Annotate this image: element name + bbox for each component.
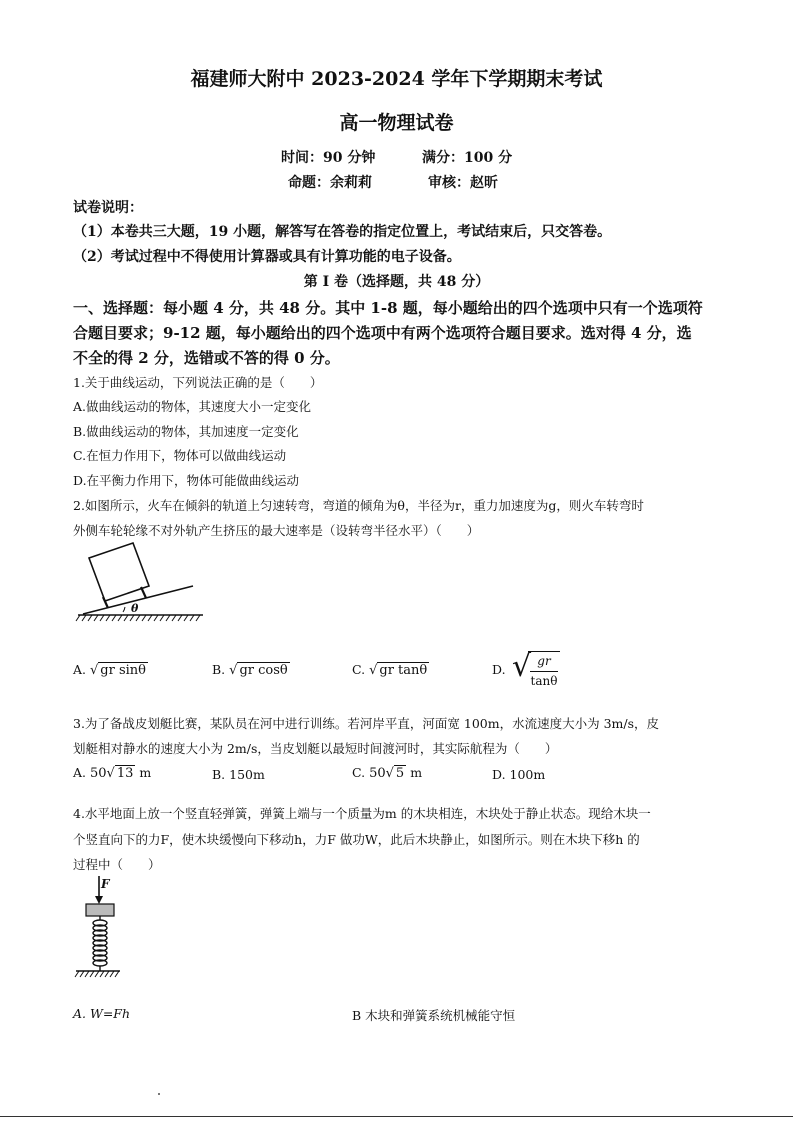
q2-stem-line-2: 外侧车轮轮缘不对外轨产生挤压的最大速率是（设转弯半径水平）（ ） <box>73 523 480 538</box>
force-arrow-head <box>95 896 103 904</box>
q4-stem-line-2: 个竖直向下的力F，使木块缓慢向下移动h，力F 做功W，此后木块静止，如图所示。则在木块下移h 的 <box>73 832 640 847</box>
q2-option-a: A. √ gr sinθ <box>73 662 146 678</box>
q2-option-d-label: D. <box>492 662 506 677</box>
q2-option-d-expr: √ gr tanθ <box>512 648 562 692</box>
spring-coil <box>93 916 107 971</box>
q1-option-b: B.做曲线运动的物体，其加速度一定变化 <box>73 424 299 439</box>
wood-block <box>86 904 114 916</box>
angle-arc <box>123 607 125 612</box>
instruction-item-2: （2）考试过程中不得使用计算器或具有计算功能的电子设备。 <box>73 249 461 265</box>
q2-option-b-expr: gr cosθ <box>239 663 288 678</box>
stray-dot <box>158 1093 160 1095</box>
q2-option-d-denominator: tanθ <box>530 674 558 688</box>
q3-option-b: B. 150m <box>212 767 265 782</box>
q3-stem-line-1: 3.为了备战皮划艇比赛，某队员在河中进行训练。若河岸平直，河面宽 100m，水流速度大小为 3m/s，皮 <box>73 716 660 731</box>
q1-option-a: A.做曲线运动的物体，其速度大小一定变化 <box>73 399 312 414</box>
train-body <box>89 543 149 601</box>
section-1-line-2: 合题目要求；9-12 题，每小题给出的四个选项中有两个选项符合题目要求。选对得 4 分，选 <box>73 324 692 342</box>
ground-hatch <box>76 615 200 621</box>
q3-stem-line-2: 划艇相对静水的速度大小为 2m/s，当皮划艇以最短时间渡河时，其实际航程为（ ） <box>73 741 558 756</box>
exam-reviewer: 审核：赵昕 <box>428 175 498 191</box>
q1-option-c: C.在恒力作用下，物体可以做曲线运动 <box>73 448 287 463</box>
exam-score: 满分：100 分 <box>422 150 513 166</box>
instruction-item-1: （1）本卷共三大题，19 小题，解答写在答卷的指定位置上，考试结束后，只交答卷。 <box>73 224 612 240</box>
q3-option-c: C. 50√ 5 m <box>352 765 423 781</box>
q1-stem: 1.关于曲线运动，下列说法正确的是（ ） <box>73 375 323 390</box>
floor-hatch <box>75 971 119 977</box>
q2-option-c: C. √ gr tanθ <box>352 662 428 678</box>
q4-option-a: A. W=Fh <box>73 1006 131 1021</box>
theta-label: θ <box>131 602 139 615</box>
part-1-heading: 第 I 卷（选择题，共 48 分） <box>303 274 490 290</box>
exam-title: 福建师大附中 2023-2024 学年下学期期末考试 <box>190 68 603 90</box>
exam-time: 时间：90 分钟 <box>281 150 376 166</box>
q1-option-d: D.在平衡力作用下，物体可能做曲线运动 <box>73 473 300 488</box>
q2-stem-line-1: 2.如图所示，火车在倾斜的轨道上匀速转弯，弯道的倾角为θ，半径为r，重力加速度为g，则火车转弯时 <box>73 498 644 513</box>
force-label: F <box>101 877 110 891</box>
q4-stem-line-3: 过程中（ ） <box>73 857 161 872</box>
q4-stem-line-1: 4.水平地面上放一个竖直轻弹簧，弹簧上端与一个质量为m 的木块相连，木块处于静止状态。现给木块一 <box>73 806 651 821</box>
instructions-heading: 试卷说明： <box>73 200 143 216</box>
section-1-line-3: 不全的得 2 分，选错或不答的得 0 分。 <box>73 349 340 367</box>
q3-option-c-radicand: 5 <box>395 766 405 781</box>
q2-option-c-expr: gr tanθ <box>379 663 428 678</box>
section-1-line-1: 一、选择题：每小题 4 分，共 48 分。其中 1-8 题，每小题给出的四个选项中只有一个选项符 <box>73 299 703 317</box>
q2-option-a-expr: gr sinθ <box>100 663 146 678</box>
exam-author: 命题：余莉莉 <box>288 175 372 191</box>
q2-option-d-numerator: gr <box>537 654 551 668</box>
q2-option-b: B. √ gr cosθ <box>212 662 288 678</box>
page-bottom-border <box>0 1116 793 1117</box>
exam-subtitle: 高一物理试卷 <box>339 112 454 134</box>
q2-train-figure <box>75 540 210 625</box>
q3-option-a: A. 50√ 13 m <box>73 765 152 781</box>
q3-option-a-radicand: 13 <box>116 766 134 781</box>
q3-option-d: D. 100m <box>492 767 546 782</box>
q4-spring-figure <box>72 872 127 984</box>
q4-option-b: B 木块和弹簧系统机械能守恒 <box>352 1008 516 1023</box>
